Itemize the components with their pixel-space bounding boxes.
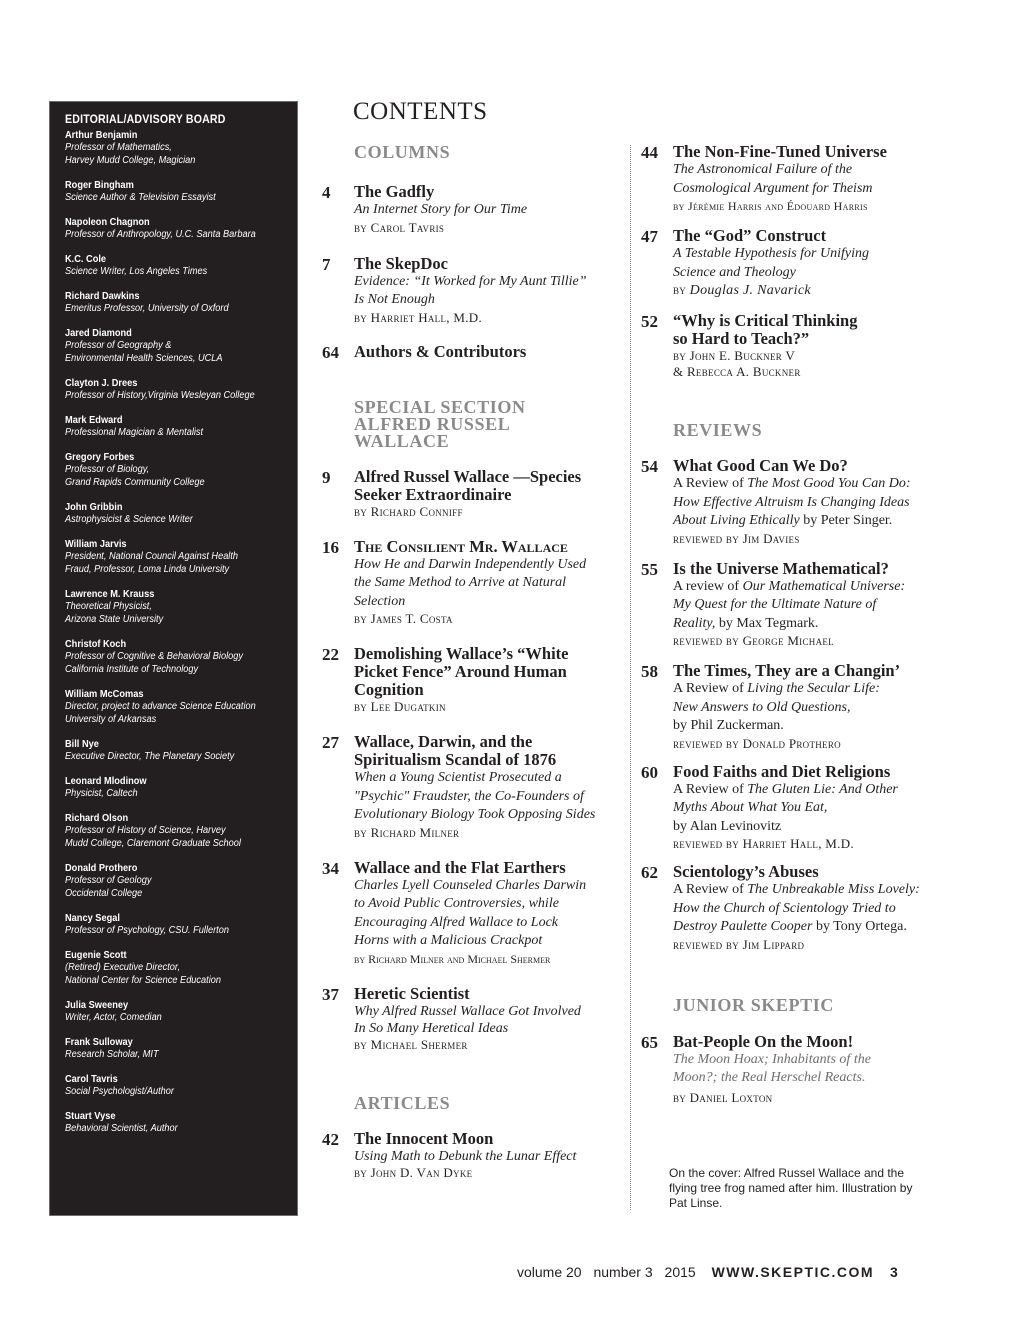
- board-member: [65, 912, 297, 937]
- reviewed-book-title: Living the Secular Life:: [747, 681, 880, 696]
- reviewed-book-title: How the Church of Scientology Tried to: [673, 900, 896, 916]
- entry-title: Is the Universe Mathematical?: [673, 558, 889, 578]
- board-member-role: Professor of Cognitive & Behavioral Biology California Institute of Technology: [65, 651, 243, 675]
- entry-byline: by John E. Buckner V: [673, 348, 796, 363]
- board-member-role: Theoretical Physicist, Arizona State University: [65, 601, 164, 625]
- editorial-board-panel: [49, 101, 298, 1216]
- entry-title: The Consilient Mr. Wallace: [354, 536, 568, 556]
- reviewed-book-title: New Answers to Old Questions,: [673, 699, 851, 715]
- board-member: [65, 451, 297, 489]
- entry-title: Authors & Contributors: [354, 341, 527, 361]
- toc-entry[interactable]: [641, 662, 941, 752]
- entry-byline: by James T. Costa: [354, 611, 453, 626]
- review-line: [673, 881, 941, 900]
- board-member-name: Richard Olson: [65, 812, 129, 824]
- board-member: [65, 588, 297, 626]
- board-member-role: Science Author & Television Essayist: [65, 192, 216, 203]
- entry-title: The Gadfly: [354, 182, 435, 201]
- page-number: 9: [322, 467, 331, 487]
- board-member-role: Emeritus Professor, University of Oxford: [65, 303, 229, 314]
- review-prefix: A Review of: [673, 882, 748, 897]
- entry-byline: by Richard Milner: [354, 824, 460, 840]
- entry-byline: reviewed by George Michael: [673, 633, 834, 648]
- entry-subtitle: Selection: [354, 593, 406, 609]
- toc-entry[interactable]: [641, 143, 941, 214]
- entry-byline: by Richard Conniff: [354, 503, 463, 519]
- reviewed-book-title: The Most Good You Can Do:: [747, 476, 911, 491]
- board-member-name: Eugenie Scott: [65, 949, 127, 961]
- footer-page-number: 3: [889, 1264, 898, 1280]
- entry-subtitle: Horns with a Malicious Crackpot: [354, 933, 543, 948]
- page-number: 52: [641, 312, 658, 331]
- board-member-name: Donald Prothero: [65, 862, 138, 874]
- entry-subtitle: How He and Darwin Independently Used: [354, 556, 587, 572]
- entry-byline: reviewed by Jim Lippard: [673, 936, 805, 952]
- review-line: [673, 512, 941, 531]
- board-member-name: John Gribbin: [65, 501, 123, 513]
- entry-subtitle: Evidence: “It Worked for My Aunt Tillie”: [354, 273, 587, 289]
- review-line: [673, 615, 941, 634]
- entry-byline: by Daniel Loxton: [673, 1089, 773, 1105]
- entry-title: Wallace, Darwin, and the: [354, 732, 533, 751]
- entry-title: Wallace and the Flat Earthers: [354, 857, 566, 877]
- board-member: [65, 179, 297, 204]
- page-number: 60: [641, 762, 658, 782]
- review-author: by Alan Levinovitz: [673, 818, 782, 834]
- byline-prefix: by: [673, 282, 687, 297]
- board-member-name: Frank Sulloway: [65, 1036, 133, 1048]
- entry-title: Picket Fence” Around Human: [354, 662, 567, 681]
- toc-entry[interactable]: [641, 312, 941, 380]
- page-number: 7: [322, 254, 331, 274]
- toc-entry[interactable]: [322, 645, 612, 715]
- board-member-name: Napoleon Chagnon: [65, 216, 150, 228]
- section-heading-columns: COLUMNS: [354, 142, 451, 162]
- board-member: [65, 253, 297, 278]
- board-member: [65, 538, 297, 576]
- entry-title: The “God” Construct: [673, 226, 827, 245]
- board-member-name: Arthur Benjamin: [65, 129, 138, 141]
- column-divider: [630, 145, 631, 1210]
- toc-entry[interactable]: [641, 763, 941, 853]
- review-line: [673, 781, 941, 800]
- entry-subtitle: Is Not Enough: [354, 292, 435, 307]
- board-member-name: Stuart Vyse: [65, 1110, 116, 1122]
- reviewed-book-title: Destroy Paulette Cooper: [673, 919, 813, 934]
- review-prefix: A Review of: [673, 476, 748, 491]
- board-member-name: Clayton J. Drees: [65, 377, 138, 389]
- page-number: 62: [641, 863, 658, 882]
- contents-left-column: [322, 140, 612, 1181]
- review-prefix: A Review of: [673, 681, 748, 696]
- entry-title: “Why is Critical Thinking: [673, 311, 858, 330]
- contents-right-column: [641, 140, 941, 1106]
- entry-subtitle: Moon?; the Real Herschel Reacts.: [673, 1070, 866, 1085]
- page-number: 42: [322, 1129, 339, 1149]
- board-member-role: Science Writer, Los Angeles Times: [65, 266, 208, 277]
- board-member-role: Professor of Biology, Grand Rapids Community College: [65, 464, 205, 488]
- board-member-role: Executive Director, The Planetary Society: [65, 751, 235, 762]
- review-line: [673, 680, 941, 699]
- page-number: 58: [641, 662, 658, 681]
- board-member-role: Astrophysicist & Science Writer: [65, 514, 193, 525]
- section-heading-reviews: REVIEWS: [673, 420, 763, 440]
- page-number: 16: [322, 537, 339, 557]
- entry-title: The SkepDoc: [354, 253, 448, 273]
- entry-title: The Times, They are a Changin’: [673, 661, 901, 680]
- entry-title: What Good Can We Do?: [673, 456, 848, 475]
- entry-byline: by Richard Milner and Michael Shermer: [354, 951, 551, 966]
- review-prefix: A review of: [673, 578, 743, 594]
- board-member: [65, 688, 297, 726]
- footer-url[interactable]: WWW.SKEPTIC.COM: [711, 1264, 875, 1280]
- board-member-role: Writer, Actor, Comedian: [65, 1012, 162, 1023]
- page-number: 55: [641, 559, 658, 579]
- reviewed-book-title: Reality,: [673, 615, 716, 631]
- board-member-name: Gregory Forbes: [65, 451, 135, 463]
- board-member-role: Professor of History,Virginia Wesleyan College: [65, 390, 255, 401]
- board-member-name: Nancy Segal: [65, 912, 120, 924]
- board-member: [65, 1036, 297, 1061]
- board-member-name: Mark Edward: [65, 414, 123, 426]
- toc-entry[interactable]: [322, 733, 612, 841]
- toc-entry[interactable]: [322, 255, 612, 326]
- entry-byline: by Michael Shermer: [354, 1036, 468, 1052]
- reviews-list: [641, 457, 941, 953]
- page-number: 65: [641, 1032, 658, 1052]
- board-member-name: Lawrence M. Krauss: [65, 588, 155, 600]
- board-member-name: Roger Bingham: [65, 179, 134, 191]
- entry-subtitle: An Internet Story for Our Time: [354, 202, 528, 217]
- entry-subtitle: In So Many Heretical Ideas: [354, 1020, 509, 1036]
- byline-author: Douglas J. Navarick: [689, 283, 811, 298]
- reviewed-book-title: Our Mathematical Universe:: [742, 578, 906, 594]
- entry-title: Bat-People On the Moon!: [673, 1031, 854, 1051]
- board-member: [65, 638, 297, 676]
- board-member: [65, 1073, 297, 1098]
- section-heading-special: SPECIAL SECTION ALFRED RUSSEL WALLACE: [354, 396, 526, 451]
- entry-subtitle: Evolutionary Biology Took Opposing Sides: [354, 807, 596, 822]
- section-heading-junior-skeptic: JUNIOR SKEPTIC: [673, 994, 834, 1015]
- entry-subtitle: Encouraging Alfred Wallace to Lock: [354, 914, 559, 930]
- entry-title: Scientology’s Abuses: [673, 862, 819, 881]
- review-author: by Tony Ortega.: [812, 919, 907, 934]
- footer-number: number 3: [593, 1264, 653, 1280]
- board-member-role: Professional Magician & Mentalist: [65, 427, 204, 438]
- entry-title: Demolishing Wallace’s “White: [354, 644, 569, 663]
- page-number: 44: [641, 143, 658, 162]
- entry-title: Spiritualism Scandal of 1876: [354, 750, 557, 769]
- page-number: 34: [322, 858, 339, 878]
- page-number: 54: [641, 457, 658, 476]
- reviewed-book-title: How Effective Altruism Is Changing Ideas: [673, 494, 910, 510]
- page-title: CONTENTS: [353, 98, 488, 125]
- entry-title: The Non-Fine-Tuned Universe: [673, 142, 887, 161]
- entry-byline: reviewed by Donald Prothero: [673, 735, 841, 751]
- entry-subtitle: the Same Method to Arrive at Natural: [354, 575, 567, 590]
- toc-entry[interactable]: [641, 457, 941, 547]
- board-title: EDITORIAL/ADVISORY BOARD: [65, 114, 226, 126]
- entry-subtitle: A Testable Hypothesis for Unifying: [673, 246, 869, 261]
- toc-entry[interactable]: [641, 1033, 941, 1106]
- entry-byline: by Harriet Hall, M.D.: [354, 309, 483, 325]
- board-member-name: Richard Dawkins: [65, 290, 140, 302]
- board-member-role: Director, project to advance Science Education University of Arkansas: [65, 701, 256, 725]
- board-member-role: Professor of Geology Occidental College: [65, 875, 152, 899]
- board-member-role: Professor of History of Science, Harvey Mudd College, Claremont Graduate School: [65, 825, 241, 849]
- reviewed-book-title: The Unbreakable Miss Lovely:: [747, 882, 920, 897]
- board-member-role: President, National Council Against Health Fraud, Professor, Loma Linda University: [65, 551, 239, 575]
- reviewed-book-title: My Quest for the Ultimate Nature of: [673, 597, 877, 612]
- page-number: 27: [322, 733, 339, 752]
- board-member: [65, 377, 297, 402]
- board-member-name: Carol Tavris: [65, 1073, 118, 1085]
- toc-entry[interactable]: [641, 863, 941, 953]
- entry-subtitle: Why Alfred Russel Wallace Got Involved: [354, 1003, 581, 1019]
- toc-entry[interactable]: [322, 538, 612, 628]
- board-member: [65, 501, 297, 526]
- page-footer: [517, 1264, 898, 1280]
- reviewed-book-title: About Living Ethically: [673, 513, 800, 528]
- board-member-name: Leonard Mlodinow: [65, 775, 147, 787]
- board-member-role: Behavioral Scientist, Author: [65, 1123, 178, 1134]
- review-prefix: A Review of: [673, 781, 748, 797]
- entry-title: Seeker Extraordinaire: [354, 484, 512, 504]
- reviewed-book-title: The Gluten Lie: And Other: [747, 781, 898, 797]
- entry-subtitle: "Psychic" Fraudster, the Co-Founders of: [354, 788, 584, 804]
- footer-year: 2015: [664, 1264, 696, 1280]
- entry-subtitle: When a Young Scientist Prosecuted a: [354, 770, 562, 785]
- toc-entry[interactable]: [322, 183, 612, 236]
- board-member-name: Jared Diamond: [65, 327, 132, 339]
- toc-entry[interactable]: [322, 859, 612, 967]
- entry-title: Alfred Russel Wallace —Species: [354, 466, 582, 486]
- board-member-role: Professor of Anthropology, U.C. Santa Barbara: [65, 229, 256, 240]
- board-member-role: Research Scholar, MIT: [65, 1049, 159, 1060]
- entry-title: Cognition: [354, 680, 424, 699]
- board-member-role: Professor of Psychology, CSU. Fullerton: [65, 925, 229, 936]
- review-author: by Max Tegmark.: [715, 615, 819, 631]
- entry-byline: & Rebecca A. Buckner: [673, 364, 801, 379]
- board-member: [65, 999, 297, 1024]
- board-member-role: Social Psychologist/Author: [65, 1086, 174, 1097]
- board-member: [65, 949, 297, 987]
- entry-title: so Hard to Teach?”: [673, 329, 810, 348]
- entry-title: The Innocent Moon: [354, 1128, 494, 1148]
- board-member-role: (Retired) Executive Director, National Center for Science Education: [65, 962, 221, 986]
- board-member: [65, 129, 297, 167]
- page-number: 64: [322, 342, 339, 362]
- board-member: [65, 414, 297, 439]
- entry-byline: reviewed by Jim Davies: [673, 530, 800, 546]
- entry-byline: by Carol Tavris: [354, 219, 445, 235]
- entry-byline: [673, 282, 941, 299]
- entry-subtitle: Science and Theology: [673, 264, 796, 280]
- entry-subtitle: Cosmological Argument for Theism: [673, 180, 873, 196]
- entry-byline: by John D. Van Dyke: [354, 1164, 473, 1180]
- entry-byline: reviewed by Harriet Hall, M.D.: [673, 836, 854, 851]
- cover-note: On the cover: Alfred Russel Wallace and the flying tree frog named after him. Illustration by Pat Linse.: [669, 1166, 913, 1210]
- footer-volume: volume 20: [517, 1264, 582, 1280]
- review-author: by Phil Zuckerman.: [673, 718, 784, 733]
- board-member-name: William Jarvis: [65, 538, 127, 550]
- entry-byline: by Jérémie Harris and Édouard Harris: [673, 199, 868, 213]
- entry-subtitle: Charles Lyell Counseled Charles Darwin: [354, 877, 587, 893]
- review-line: [673, 475, 941, 494]
- board-member: [65, 738, 297, 763]
- board-member: [65, 812, 297, 850]
- board-member-list: [65, 129, 297, 1135]
- board-member-name: K.C. Cole: [65, 253, 107, 265]
- toc-entry[interactable]: [322, 468, 612, 520]
- board-member-name: Bill Nye: [65, 738, 99, 750]
- board-member-name: William McComas: [65, 688, 144, 700]
- board-member: [65, 290, 297, 315]
- board-member: [65, 775, 297, 800]
- entry-subtitle: The Moon Hoax; Inhabitants of the: [673, 1051, 871, 1067]
- board-member-role: Professor of Geography & Environmental Health Sciences, UCLA: [65, 340, 223, 364]
- reviewed-book-title: Myths About What You Eat,: [673, 800, 828, 815]
- board-member-role: Physicist, Caltech: [65, 788, 138, 799]
- toc-entry[interactable]: [322, 985, 612, 1053]
- board-member: [65, 327, 297, 365]
- board-member-name: Christof Koch: [65, 638, 127, 650]
- review-author: by Peter Singer.: [799, 513, 893, 528]
- toc-entry[interactable]: [322, 343, 612, 361]
- board-member: [65, 862, 297, 900]
- board-member: [65, 1110, 297, 1135]
- page-number: 47: [641, 227, 658, 246]
- toc-entry[interactable]: [322, 1130, 612, 1181]
- review-line: [673, 918, 941, 937]
- section-heading-articles: ARTICLES: [354, 1092, 451, 1113]
- entry-subtitle: The Astronomical Failure of the: [673, 162, 853, 177]
- toc-entry[interactable]: [641, 560, 941, 650]
- entry-title: Heretic Scientist: [354, 983, 470, 1003]
- board-member-name: Julia Sweeney: [65, 999, 129, 1011]
- entry-subtitle: to Avoid Public Controversies, while: [354, 896, 559, 911]
- entry-title: Food Faiths and Diet Religions: [673, 761, 891, 781]
- board-member-role: Professor of Mathematics, Harvey Mudd College, Magician: [65, 142, 196, 166]
- page-number: 37: [322, 984, 339, 1004]
- review-line: [673, 578, 941, 597]
- entry-subtitle: Using Math to Debunk the Lunar Effect: [354, 1148, 577, 1164]
- entry-byline: by Lee Dugatkin: [354, 699, 446, 714]
- page-number: 4: [322, 183, 331, 202]
- board-member: [65, 216, 297, 241]
- page-number: 22: [322, 645, 339, 664]
- toc-entry[interactable]: [641, 227, 941, 299]
